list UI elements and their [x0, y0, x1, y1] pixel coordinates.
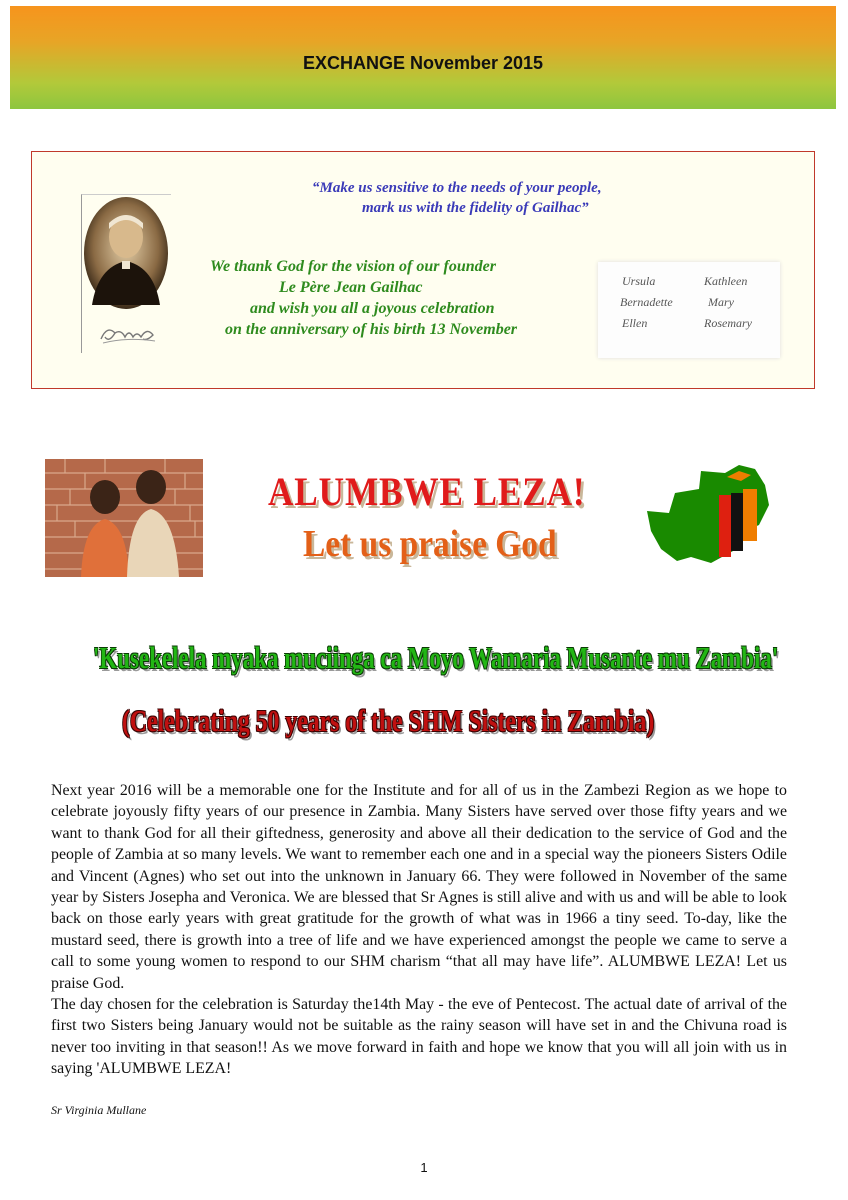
page-number: 1	[420, 1160, 428, 1175]
article-author: Sr Virginia Mullane	[51, 1103, 147, 1117]
sisters-signatures	[598, 262, 780, 358]
praise-heading-bemba: ALUMBWE LEZA!	[268, 469, 586, 514]
thanks-line-2: Le Père Jean Gailhac	[279, 279, 423, 296]
founder-greeting-box	[31, 151, 815, 389]
signature-6: Rosemary	[704, 316, 752, 330]
thanks-line-4: on the anniversary of his birth 13 November	[225, 321, 518, 338]
thanks-line-3: and wish you all a joyous celebration	[250, 300, 495, 317]
founder-portrait-image	[82, 195, 171, 315]
signature-2: Kathleen	[704, 274, 748, 288]
article-paragraph-1: Next year 2016 will be a memorable one for the Institute and for all of us in the Zambezi Region as we hope to celebrate joyously fifty years of our presence in Zambia. Many Sisters have served over those fifty years and we want to thank God for all their giftedness, generosity and above all their dedication to the service of God and the people of Zambia at so many levels. We want to remember each one and in a special way the pioneers Sisters Odile and Vincent (Agnes) who set out into the unknown in January 66. They were followed in November of the same year by Sisters Josepha and Veronica. We are blessed that Sr Agnes is still alive and with us and will be able to look back on those early years with great gratitude for the growth of what was in 1966 a tiny seed. To-day, like the mustard seed, there is growth into a tree of life and we have experienced amongst the people we came to serve a call to some young women to respond to our SHM charism “that all may have life”. ALUMBWE LEZA! Let us praise God.	[51, 782, 787, 992]
bemba-heading: 'Kusekelela myaka muciinga ca Moyo Wamaria Musante mu Zambia'	[93, 640, 779, 675]
quote-line-2: mark us with the fidelity of Gailhac”	[362, 200, 589, 216]
praise-heading-english: Let us praise God	[303, 523, 557, 565]
quote-line-1: “Make us sensitive to the needs of your people,	[312, 180, 602, 196]
article-paragraph-2: The day chosen for the celebration is Saturday the14th May - the eve of Pentecost. The actual date of arrival of the first two Sisters being January would not be suitable as the rainy season will have set in and the Chivuna road is never too inviting in that season!! As we move forward in faith and hope we know that you will all join with us in saying 'ALUMBWE LEZA!	[51, 996, 787, 1078]
prayer-quote	[312, 178, 602, 218]
newsletter-title: EXCHANGE November 2015	[302, 53, 544, 73]
thanks-line-1: We thank God for the vision of our founder	[210, 258, 496, 275]
celebration-heading: (Celebrating 50 years of the SHM Sisters in Zambia)	[122, 703, 655, 738]
founder-thanks-message	[210, 256, 517, 340]
signature-3: Bernadette	[620, 295, 673, 309]
zambia-flag-map	[647, 459, 775, 567]
children-photo	[45, 459, 203, 577]
header-banner	[10, 6, 836, 109]
signature-1: Ursula	[622, 274, 656, 288]
article-body	[51, 780, 787, 1080]
signature-4: Mary	[708, 295, 734, 309]
founder-portrait-frame	[81, 194, 171, 353]
signature-5: Ellen	[622, 316, 648, 330]
founder-signature	[97, 319, 159, 347]
